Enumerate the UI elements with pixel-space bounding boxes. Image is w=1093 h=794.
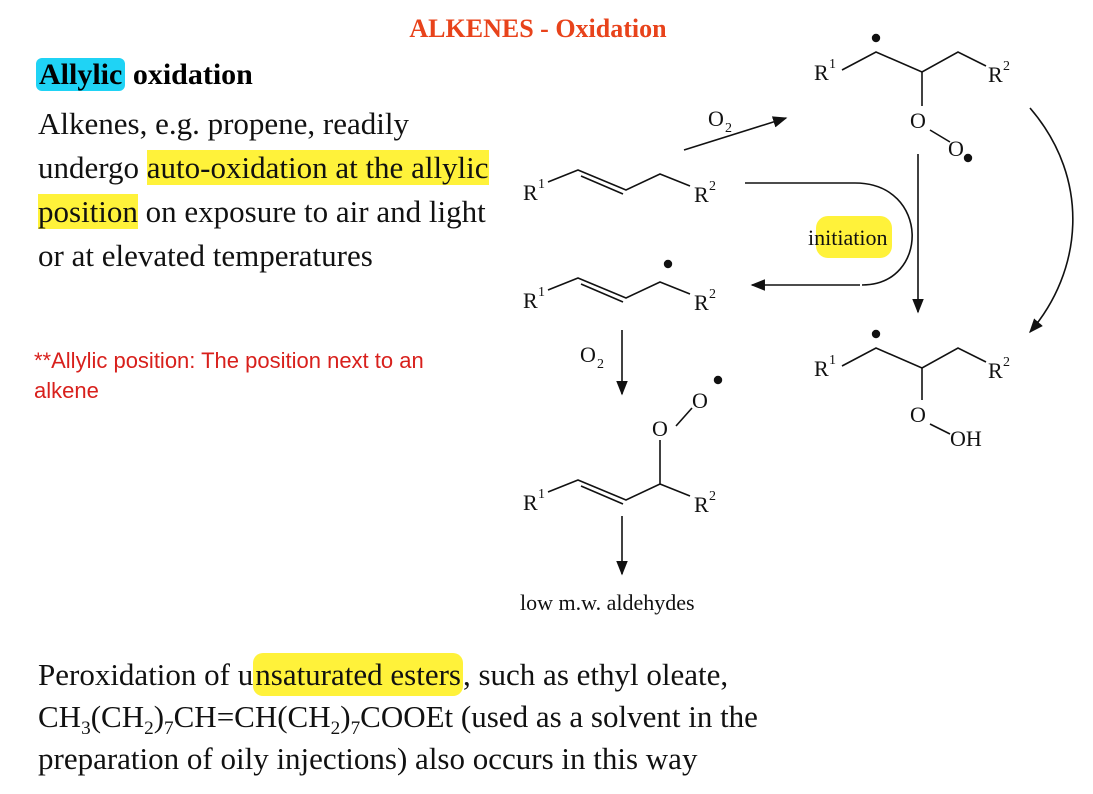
- radical-dots: [664, 34, 972, 384]
- r2-label: R: [694, 290, 709, 315]
- bottom-paragraph: [38, 654, 1078, 780]
- r1-label: R: [814, 60, 829, 85]
- product-label: low m.w. aldehydes: [520, 590, 695, 615]
- r2-label: R: [988, 358, 1003, 383]
- r1-label: R: [523, 180, 538, 205]
- r1-sup: 1: [538, 177, 545, 192]
- r1-sup: 1: [829, 353, 836, 368]
- r2-label: R: [694, 492, 709, 517]
- hydroxyl-label: OH: [950, 426, 982, 451]
- r1-label: R: [523, 490, 538, 515]
- r2-label: R: [988, 62, 1003, 87]
- o2-label: O: [580, 342, 596, 367]
- initiation-label: initiation: [808, 225, 888, 250]
- arrow-lines: [622, 108, 1073, 574]
- r2-sup: 2: [709, 489, 716, 504]
- oxygen-label: O: [948, 136, 964, 161]
- r2-sup: 2: [1003, 355, 1010, 370]
- r1-sup: 1: [538, 487, 545, 502]
- o2-subscript: 2: [597, 357, 604, 372]
- r2-sup: 2: [709, 179, 716, 194]
- bottom-text-1: Peroxidation of u: [38, 657, 254, 692]
- esters-highlight: nsaturated esters: [253, 653, 463, 696]
- heading-rest: oxidation: [132, 58, 253, 91]
- r2-label: R: [694, 182, 709, 207]
- bottom-text-3: preparation of oily injections) also occurs in this way: [38, 741, 698, 776]
- r2-sup: 2: [709, 287, 716, 302]
- oxygen-label: O: [910, 108, 926, 133]
- oxygen-label: O: [652, 416, 668, 441]
- r1-label: R: [814, 356, 829, 381]
- bottom-text-2: , such as ethyl oleate,: [462, 657, 729, 692]
- r1-label: R: [523, 288, 538, 313]
- o2-label: O: [708, 106, 724, 131]
- oxygen-label: O: [910, 402, 926, 427]
- r1-sup: 1: [829, 57, 836, 72]
- oxygen-label: O: [692, 388, 708, 413]
- intro-highlight: auto-oxidation at the allylic position: [38, 150, 489, 229]
- r1-sup: 1: [538, 285, 545, 300]
- heading-highlight: Allylic: [36, 58, 125, 91]
- r2-sup: 2: [1003, 59, 1010, 74]
- intro-text-1: Alkenes, e.g. propene, readily undergo: [38, 106, 410, 185]
- o2-subscript: 2: [725, 121, 732, 136]
- oleate-formula: $CH_3(CH_2)_7CH=CH(CH_2)_7COOEt$ (used as a solvent in the: [38, 699, 758, 740]
- intro-text-2: on exposure to air and light or at elevated temperatures: [38, 194, 486, 273]
- allylic-note: **Allylic position: The position next to an alkene: [34, 348, 424, 403]
- slide-title: ALKENES - Oxidation: [409, 14, 667, 43]
